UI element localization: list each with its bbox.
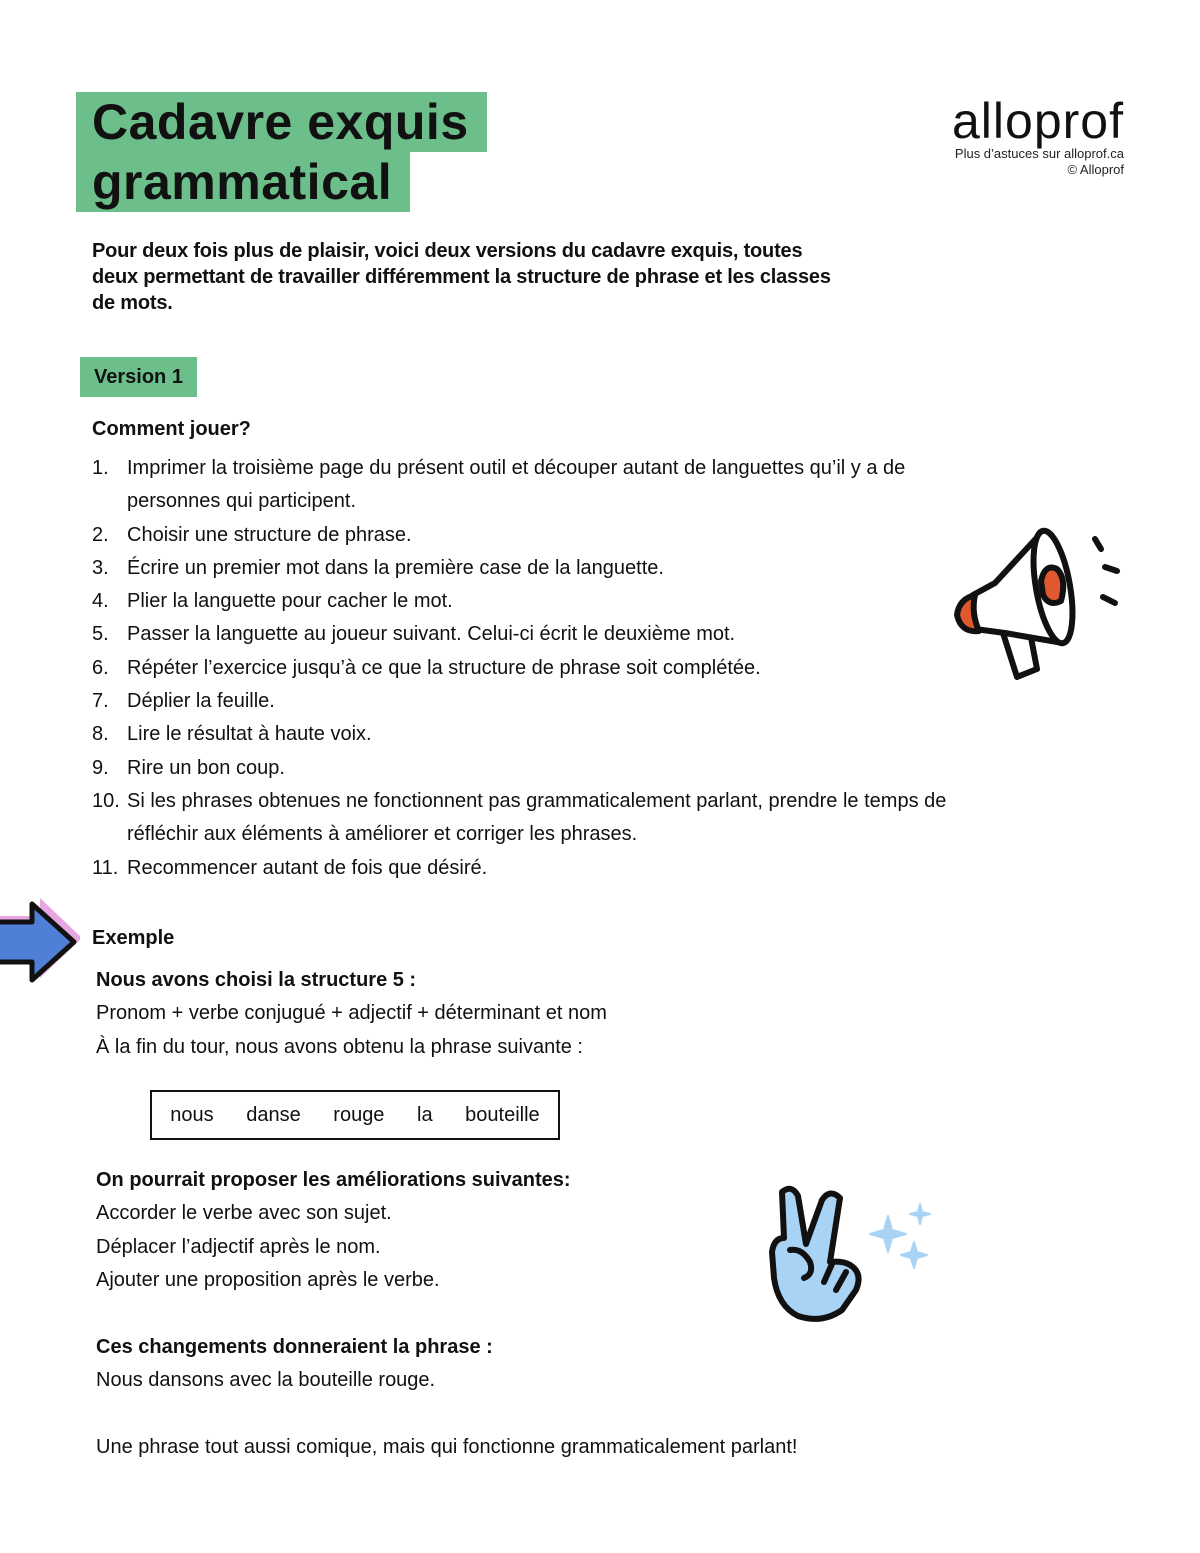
step-number: 9.	[92, 756, 109, 779]
step-text: Passer la languette au joueur suivant. Celui-ci écrit le deuxième mot.	[127, 623, 736, 646]
step-text: Imprimer la troisième page du présent outil et découper autant de languettes qu’il y a de personnes qui participent.	[127, 457, 906, 513]
step-number: 2.	[92, 523, 109, 546]
how-to-play-title: Comment jouer?	[92, 418, 251, 440]
step-number: 3.	[92, 556, 109, 579]
list-item	[92, 752, 952, 785]
megaphone-icon	[945, 523, 1135, 688]
list-item	[92, 718, 952, 751]
step-number: 7.	[92, 690, 109, 713]
step-number: 4.	[92, 590, 109, 613]
list-item	[92, 452, 952, 519]
list-item: Ajouter une proposition après le verbe.	[96, 1268, 440, 1291]
example-title: Exemple	[92, 927, 175, 949]
arrow-icon	[0, 898, 80, 984]
list-item	[92, 685, 952, 718]
alloprof-logo	[952, 93, 1124, 178]
title-line-1: Cadavre exquis	[76, 92, 487, 152]
step-number: 5.	[92, 623, 109, 646]
changes-heading: Ces changements donneraient la phrase :	[96, 1336, 493, 1358]
step-text: Plier la languette pour cacher le mot.	[127, 590, 453, 613]
closing-sentence: Une phrase tout aussi comique, mais qui fonctionne grammaticalement parlant!	[96, 1436, 798, 1458]
list-item	[92, 585, 952, 618]
example-body	[96, 964, 796, 1064]
intro-paragraph: Pour deux fois plus de plaisir, voici deux versions du cadavre exquis, toutes deux permettant de travailler différemment la structure de phrase et les classes de mots.	[92, 240, 831, 314]
step-text: Déplier la feuille.	[127, 690, 275, 713]
step-text: Recommencer autant de fois que désiré.	[127, 856, 488, 879]
step-number: 8.	[92, 723, 109, 746]
list-item: Accorder le verbe avec son sujet.	[96, 1202, 392, 1225]
step-text: Lire le résultat à haute voix.	[127, 723, 372, 746]
version-badge: Version 1	[80, 357, 197, 397]
step-number: 10.	[92, 789, 120, 812]
step-text: Si les phrases obtenues ne fonctionnent pas grammaticalement parlant, prendre le temps de réfléchir aux éléments à améliorer et corriger les phrases.	[127, 789, 947, 846]
step-number: 1.	[92, 457, 109, 479]
list-item: Déplacer l’adjectif après le nom.	[96, 1235, 381, 1258]
list-item	[92, 618, 952, 651]
list-item	[92, 652, 952, 685]
list-item	[92, 785, 952, 852]
sparkles-icon	[870, 1204, 930, 1268]
step-text: Rire un bon coup.	[127, 756, 285, 779]
title-line-2: grammatical	[76, 152, 410, 212]
peace-hand-icon	[762, 1178, 942, 1328]
logo-copyright: © Alloprof	[1067, 162, 1124, 177]
sentence-word: la	[417, 1103, 433, 1126]
improvements-section	[96, 1164, 746, 1297]
step-number: 6.	[92, 656, 109, 679]
sentence-word: rouge	[333, 1103, 385, 1126]
page-title	[76, 92, 487, 212]
result-intro: À la fin du tour, nous avons obtenu la phrase suivante :	[96, 1035, 583, 1058]
sentence-word: bouteille	[465, 1103, 540, 1126]
list-item	[92, 552, 952, 585]
step-text: Écrire un premier mot dans la première case de la languette.	[127, 556, 664, 579]
step-text: Répéter l’exercice jusqu’à ce que la structure de phrase soit complétée.	[127, 656, 761, 679]
changes-sentence: Nous dansons avec la bouteille rouge.	[96, 1369, 436, 1392]
logo-tagline: Plus d’astuces sur alloprof.ca	[954, 146, 1124, 161]
improvements-heading: On pourrait proposer les améliorations suivantes:	[96, 1169, 571, 1191]
step-text: Choisir une structure de phrase.	[127, 523, 412, 546]
step-number: 11.	[92, 856, 119, 879]
sentence-word: danse	[246, 1103, 301, 1126]
structure-heading: Nous avons choisi la structure 5 :	[96, 969, 417, 991]
structure-text: Pronom + verbe conjugué + adjectif + déterminant et nom	[96, 1002, 607, 1025]
changes-section	[96, 1331, 796, 1398]
sentence-word: nous	[170, 1103, 214, 1126]
list-item	[92, 519, 952, 552]
list-item	[92, 852, 952, 885]
sentence-box	[150, 1090, 560, 1140]
steps-list	[92, 452, 952, 885]
logo-wordmark: alloprof	[952, 93, 1124, 149]
